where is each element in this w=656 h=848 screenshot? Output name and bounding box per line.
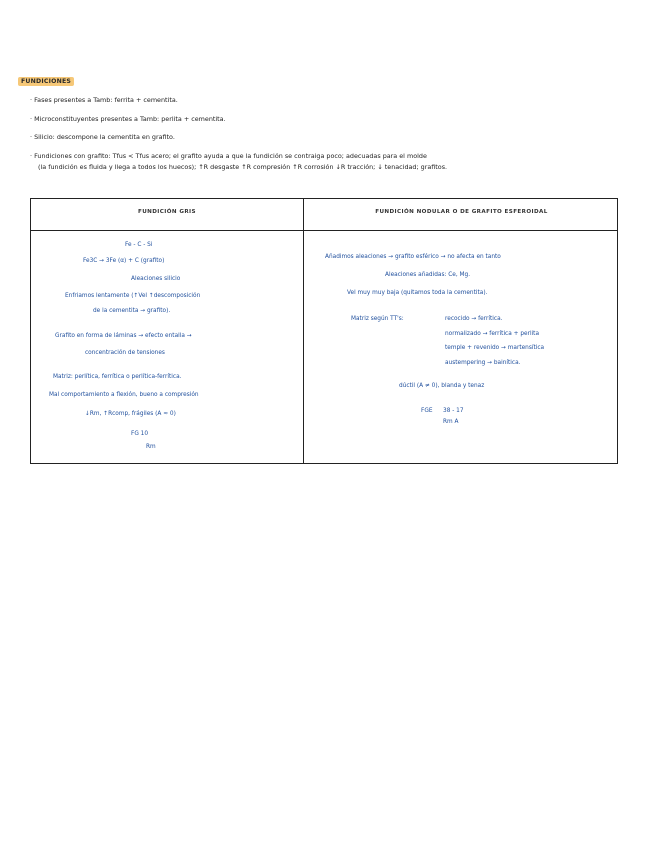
right-line: Vel muy muy baja (quitamos toda la cementita). <box>347 290 488 296</box>
page-title: FUNDICIONES <box>18 77 74 86</box>
header-nodular-iron: FUNDICIÓN NODULAR O DE GRAFITO ESFEROIDAL <box>375 209 548 215</box>
left-line: Fe3C → 3Fe (α) + C (grafito) <box>83 258 165 264</box>
right-line: normalizado → ferrítica + perlita <box>445 331 540 337</box>
left-line: Matriz: perlítica, ferrítica o perlítica-ferrítica. <box>53 374 182 380</box>
right-line: Añadimos aleaciones → grafito esférico → no afecta en tanto <box>325 254 501 260</box>
left-line: Rm <box>146 444 156 450</box>
left-line: de la cementita → grafito). <box>93 308 171 314</box>
bullet-item: · Fases presentes a Tamb: ferrita + cementita. <box>30 96 178 104</box>
right-line: temple + revenido → martensítica <box>445 345 545 351</box>
right-line: recocido → ferrítica. <box>445 316 503 322</box>
bullet-item: · Microconstituyentes presentes a Tamb: perlita + cementita. <box>30 114 226 123</box>
left-line: ↓Rm, ↑Rcomp, frágiles (A ≈ 0) <box>85 411 176 417</box>
right-line: dúctil (A ≠ 0), blanda y tenaz <box>399 383 485 389</box>
header-gray-iron: FUNDICIÓN GRIS <box>138 209 196 215</box>
left-line: Fe - C - Si <box>125 242 153 248</box>
bullet-list <box>30 96 640 181</box>
bullet-item: · Silicio: descompone la cementita en grafito. <box>30 133 175 141</box>
left-line: Aleaciones silicio <box>131 276 181 282</box>
table-divider <box>303 199 304 463</box>
left-line: concentración de tensiones <box>85 350 165 356</box>
right-line: Rm A <box>443 419 459 425</box>
right-line: Aleaciones añadidas: Ce, Mg. <box>385 272 471 278</box>
left-line: Grafito en forma de láminas → efecto entalla → <box>55 333 192 339</box>
left-line: Mal comportamiento a flexión, bueno a compresión <box>49 392 199 398</box>
right-line: Matriz según TT's: <box>351 316 404 322</box>
bullet-item: · Fundiciones con grafito: Tfus < Tfus acero; el grafito ayuda a que la fundición se contraiga poco; adecuadas para el molde <box>30 151 427 160</box>
comparison-table <box>30 198 618 464</box>
right-line: 38 - 17 <box>443 408 464 414</box>
right-line: FGE <box>421 408 433 414</box>
bullet-item-continuation: (la fundición es fluida y llega a todos los huecos); ↑R desgaste ↑R compresión ↑R corrosión ↓R tracción; ↓ tenacidad; grafitos. <box>38 162 448 171</box>
left-line: FG 10 <box>131 431 149 437</box>
table-header-divider <box>31 230 617 231</box>
left-line: Enfriamos lentamente (↑Vel ↑descomposición <box>65 293 201 299</box>
right-line: austempering → bainítica. <box>445 360 521 366</box>
